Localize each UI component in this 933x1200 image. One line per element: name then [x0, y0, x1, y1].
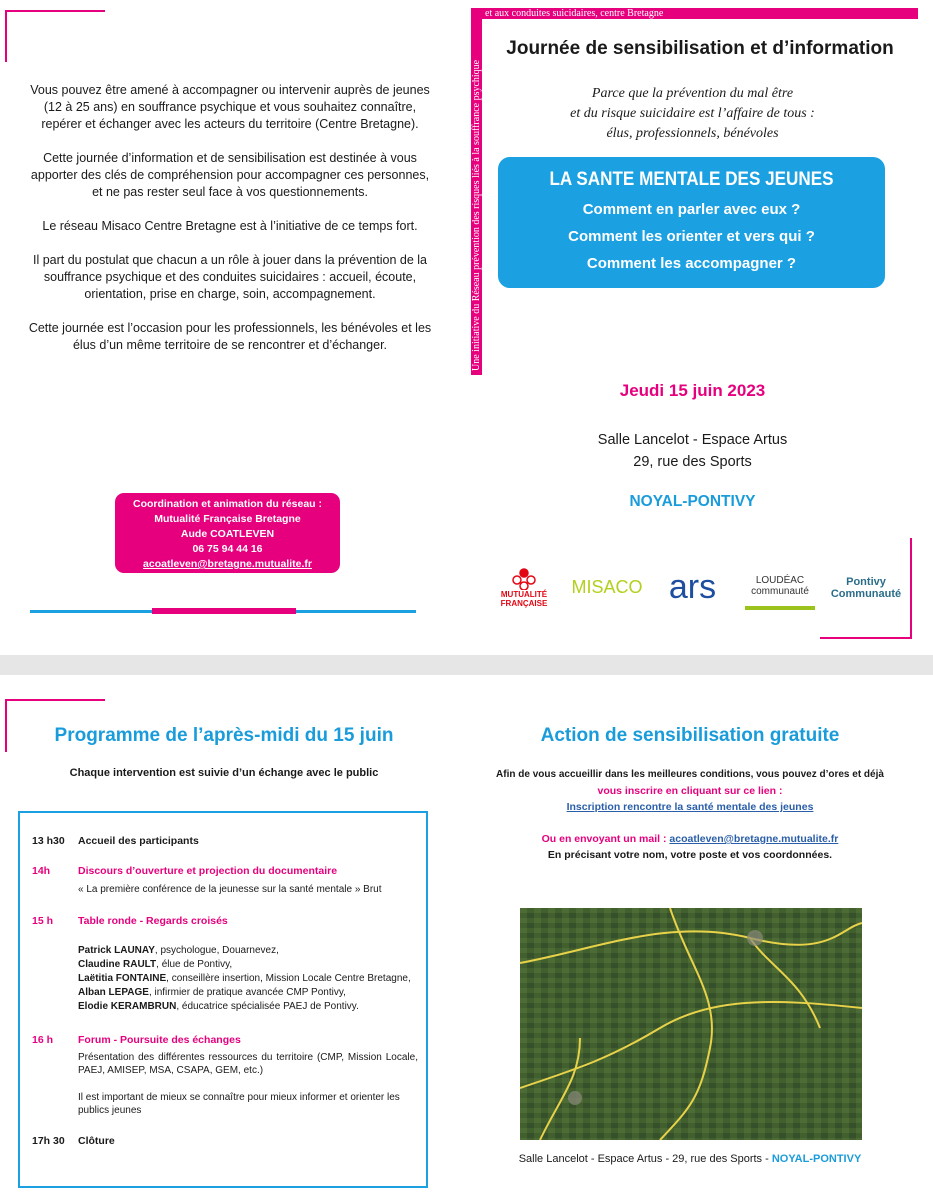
item-detail: Il est important de mieux se connaître pour mieux informer et orienter les publics jeunes — [78, 1092, 400, 1116]
vertical-text: Une initiative du Réseau prévention des risques liés à la souffrance psychique — [471, 59, 482, 371]
logo-pontivy: Pontivy Communauté — [830, 575, 902, 600]
paragraph: Cette journée est l’occasion pour les professionnels, les bénévoles et les élus d’un même territoire de se rencontrer et d’échanger. — [28, 321, 432, 352]
tagline-line: et du risque suicidaire est l’affaire de tous : — [570, 106, 815, 121]
coordination-email-link[interactable]: acoatleven@bretagne.mutualite.fr — [143, 558, 312, 570]
coordination-name: Aude COATLEVEN — [180, 528, 275, 540]
corner-bracket — [5, 699, 7, 752]
intro-text — [25, 82, 435, 371]
speaker: Claudine RAULT, élue de Pontivy, — [78, 959, 233, 970]
top-bar: et aux conduites suicidaires, centre Bretagne — [471, 8, 918, 19]
item-detail: « La première conférence de la jeunesse sur la santé mentale » Brut — [78, 884, 382, 895]
item-title: Table ronde - Regards croisés — [78, 915, 228, 927]
paragraph: Vous pouvez être amené à accompagner ou intervenir auprès de jeunes (12 à 25 ans) en souffrance psychique et vous souhaitez connaître, repérer et échanger avec les acteurs du territoire (Centre Bretagne). — [30, 83, 430, 131]
item-time: 14h — [32, 865, 51, 877]
program-title: Programme de l’après-midi du 15 juin — [54, 725, 394, 746]
theme-heading: LA SANTE MENTALE DES JEUNES — [549, 169, 834, 190]
action-intro: Afin de vous accueillir dans les meilleures conditions, vous pouvez d’ores et déjà — [496, 769, 884, 780]
event-city: NOYAL-PONTIVY — [629, 493, 756, 510]
item-title: Discours d’ouverture et projection du documentaire — [78, 865, 338, 877]
corner-bracket — [820, 637, 912, 639]
coordination-title: Coordination et animation du réseau : — [132, 498, 322, 510]
item-time: 16 h — [32, 1034, 54, 1046]
venue-line: 29, rue des Sports — [633, 454, 752, 470]
page-title: Journée de sensibilisation et d’information — [506, 38, 894, 59]
speaker: Elodie KERAMBRUN, éducatrice spécialisée PAEJ de Pontivy. — [78, 1001, 359, 1012]
paragraph: Le réseau Misaco Centre Bretagne est à l’initiative de ce temps fort. — [42, 219, 418, 233]
speaker: Alban LEPAGE, infirmier de pratique avancée CMP Pontivy, — [78, 987, 346, 998]
item-time: 13 h30 — [32, 835, 65, 847]
theme-box — [498, 157, 885, 288]
theme-question: Comment les accompagner ? — [586, 255, 797, 272]
logo-loudeac: LOUDÉAC communauté — [745, 565, 815, 610]
theme-question: Comment les orienter et vers qui ? — [568, 228, 815, 245]
action-note: En précisant votre nom, votre poste et vos coordonnées. — [547, 849, 833, 861]
logo-text: MUTUALITÉ FRANÇAISE — [500, 589, 548, 608]
action-title: Action de sensibilisation gratuite — [540, 725, 840, 746]
paragraph: Il part du postulat que chacun a un rôle à jouer dans la prévention de la souffrance psychique et des conduites suicidaires : accueil, écoute, orientation, prise en charge, soin, accompagnement. — [32, 253, 428, 301]
location-map[interactable] — [520, 908, 862, 1140]
corner-bracket — [5, 10, 105, 12]
item-title: Accueil des participants — [78, 835, 199, 847]
tagline — [500, 84, 885, 144]
item-title: Forum - Poursuite des échanges — [78, 1034, 241, 1046]
page-gap — [0, 655, 933, 675]
coordination-box — [115, 493, 340, 573]
coordination-phone: 06 75 94 44 16 — [192, 543, 263, 555]
logo-ars: ars — [668, 568, 717, 606]
corner-bracket — [5, 10, 7, 62]
divider-accent — [152, 608, 296, 614]
tagline-line: élus, professionnels, bénévoles — [606, 126, 779, 141]
mail-label: Ou en envoyant un mail : — [541, 833, 670, 845]
logo-mutualite — [493, 565, 555, 610]
logo-misaco: MISACO — [571, 577, 643, 597]
program-box — [18, 811, 428, 1188]
corner-bracket — [910, 538, 912, 639]
action-text — [480, 767, 900, 863]
tagline-line: Parce que la prévention du mal être — [591, 86, 794, 101]
registration-link[interactable]: Inscription rencontre la santé mentale des jeunes — [566, 801, 814, 813]
venue-line: Salle Lancelot - Espace Artus — [597, 432, 788, 448]
honeycomb-icon — [509, 568, 539, 590]
paragraph: Cette journée d’information et de sensibilisation est destinée à vous apporter des clés de compréhension pour accompagner ces personnes, et ne pas rester seul face à vos questionnements. — [30, 151, 430, 199]
coordination-org: Mutualité Française Bretagne — [154, 513, 301, 525]
venue — [500, 429, 885, 473]
corner-bracket — [5, 699, 105, 701]
item-time: 17h 30 — [32, 1135, 65, 1147]
theme-question: Comment en parler avec eux ? — [582, 201, 801, 218]
item-detail: Présentation des différentes ressources du territoire (CMP, Mission Locale, PAEJ, AMISEP, MSA, CSAPA, GEM, etc.) — [78, 1052, 418, 1076]
caption-address: Salle Lancelot - Espace Artus - 29, rue des Sports - — [518, 1153, 772, 1165]
event-date: Jeudi 15 juin 2023 — [619, 381, 766, 400]
program-subtitle: Chaque intervention est suivie d’un échange avec le public — [69, 767, 379, 779]
caption-city: NOYAL-PONTIVY — [771, 1153, 862, 1165]
speaker: Patrick LAUNAY, psychologue, Douarnevez, — [78, 945, 279, 956]
map-roads — [520, 908, 862, 1140]
action-cta: vous inscrire en cliquant sur ce lien : — [597, 785, 783, 797]
speaker: Laëtitia FONTAINE, conseillère insertion, Mission Locale Centre Bretagne, — [78, 973, 411, 984]
item-time: 15 h — [32, 915, 54, 927]
map-caption — [480, 1153, 900, 1165]
mail-link[interactable]: acoatleven@bretagne.mutualite.fr — [669, 833, 839, 845]
item-title: Clôture — [78, 1135, 115, 1147]
